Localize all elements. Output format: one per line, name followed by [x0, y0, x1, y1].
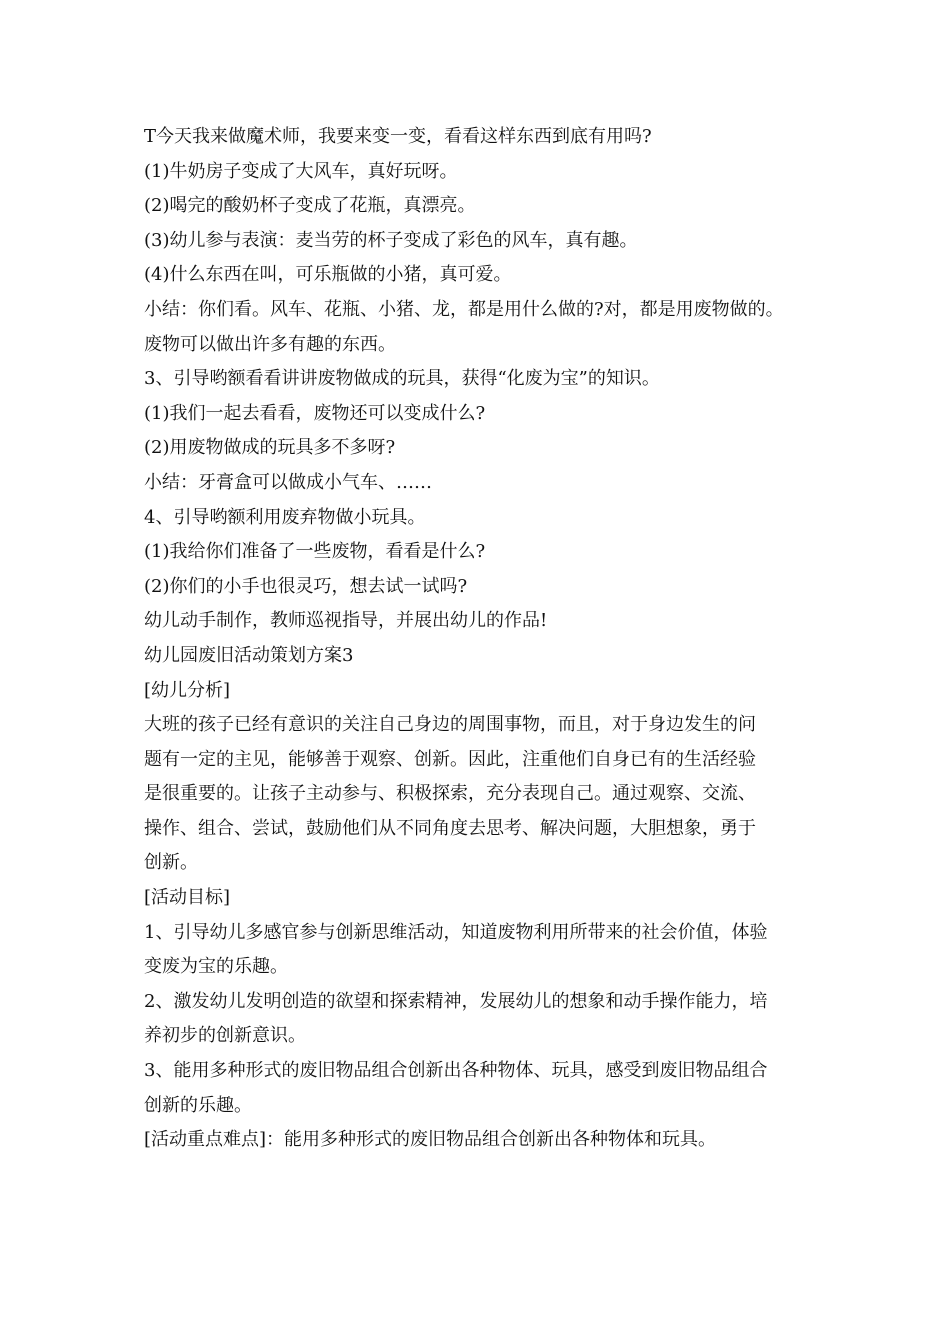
- text-line: (2)你们的小手也很灵巧，想去试一试吗?: [144, 575, 468, 597]
- text-line: (1)我们一起去看看，废物还可以变成什么?: [144, 402, 486, 424]
- text-line: (1)牛奶房子变成了大风车，真好玩呀。: [144, 160, 458, 182]
- text-line: 3、引导哟额看看讲讲废物做成的玩具，获得“化废为宝”的知识。: [144, 368, 660, 390]
- section-title: 幼儿园废旧活动策划方案3: [144, 644, 354, 666]
- text-line: 2、激发幼儿发明创造的欲望和探索精神，发展幼儿的想象和动手操作能力，培: [144, 990, 768, 1012]
- text-line: 创新的乐趣。: [144, 1094, 252, 1116]
- text-line: 3、能用多种形式的废旧物品组合创新出各种物体、玩具，感受到废旧物品组合: [144, 1060, 768, 1082]
- text-line: (2)喝完的酸奶杯子变成了花瓶，真漂亮。: [144, 195, 476, 217]
- text-line: 题有一定的主见，能够善于观察、创新。因此，注重他们自身已有的生活经验: [144, 748, 756, 770]
- text-line: 废物可以做出许多有趣的东西。: [144, 333, 396, 355]
- text-line: 小结：牙膏盒可以做成小气车、……: [144, 471, 432, 493]
- text-line: 操作、组合、尝试，鼓励他们从不同角度去思考、解决问题，大胆想象，勇于: [144, 817, 756, 839]
- section-heading: [幼儿分析]: [144, 679, 231, 701]
- text-line: 大班的孩子已经有意识的关注自己身边的周围事物，而且，对于身边发生的问: [144, 714, 756, 736]
- section-heading: [活动目标]: [144, 887, 231, 909]
- text-line: 创新。: [144, 852, 198, 874]
- text-line: 4、引导哟额利用废弃物做小玩具。: [144, 506, 426, 528]
- document-body: [144, 120, 824, 1158]
- text-line: 变废为宝的乐趣。: [144, 956, 288, 978]
- text-line: (3)幼儿参与表演：麦当劳的杯子变成了彩色的风车，真有趣。: [144, 229, 638, 251]
- text-line: (2)用废物做成的玩具多不多呀?: [144, 437, 396, 459]
- text-line: T今天我来做魔术师，我要来变一变，看看这样东西到底有用吗?: [144, 126, 652, 147]
- text-line: (4)什么东西在叫，可乐瓶做的小猪，真可爱。: [144, 264, 512, 286]
- text-line: 1、引导幼儿多感官参与创新思维活动，知道废物利用所带来的社会价值，体验: [144, 921, 768, 943]
- text-line: 养初步的创新意识。: [144, 1025, 306, 1047]
- text-line: (1)我给你们准备了一些废物，看看是什么?: [144, 541, 486, 563]
- text-line: 是很重要的。让孩子主动参与、积极探索，充分表现自己。通过观察、交流、: [144, 783, 756, 805]
- text-line: 小结：你们看。风车、花瓶、小猪、龙，都是用什么做的?对，都是用废物做的。: [144, 298, 784, 320]
- text-line: 幼儿动手制作，教师巡视指导，并展出幼儿的作品!: [144, 610, 548, 632]
- text-line: [活动重点难点]：能用多种形式的废旧物品组合创新出各种物体和玩具。: [144, 1129, 717, 1151]
